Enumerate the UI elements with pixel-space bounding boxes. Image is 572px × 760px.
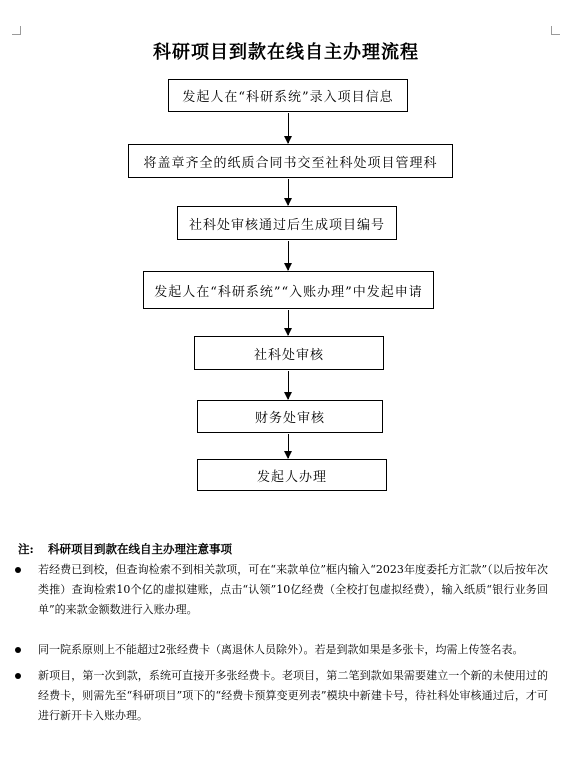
flow-step-3: 社科处审核通过后生成项目编号 <box>177 206 397 240</box>
notes-heading-text: 科研项目到款在线自主办理注意事项 <box>48 542 232 556</box>
note-item-1: 若经费已到校，但查询检索不到相关款项，可在“来款单位”框内输入“2023年度委托方汇款”（以后按年次类推）查询检索10个亿的虚拟建账，点击“认领”10亿经费（全校打包虚拟经费），输入纸质“银行业务回单”的来款金额数进行入账办理。 <box>38 563 548 616</box>
flow-arrow-6 <box>288 434 289 458</box>
flow-step-6: 财务处审核 <box>197 400 383 433</box>
bullet-icon <box>15 647 21 653</box>
flow-step-4: 发起人在“科研系统”“入账办理”中发起申请 <box>143 271 434 309</box>
flow-step-5: 社科处审核 <box>194 336 384 370</box>
document-title: 科研项目到款在线自主办理流程 <box>153 42 419 63</box>
flow-step-2: 将盖章齐全的纸质合同书交至社科处项目管理科 <box>128 144 453 178</box>
flow-arrow-5 <box>288 371 289 399</box>
notes-prefix: 注: <box>18 542 34 556</box>
notes-heading <box>18 541 232 557</box>
flow-arrow-1 <box>288 113 289 143</box>
flow-arrow-4 <box>288 310 289 335</box>
flow-arrow-3 <box>288 241 289 270</box>
note-item-3: 新项目，第一次到款，系统可直接开多张经费卡。老项目，第二笔到款如果需要建立一个新的未使用过的经费卡，则需先至“科研项目”项下的“经费卡预算变更列表”模块中新建卡号，待社科处审核通过后，才可进行新开卡入账办理。 <box>38 669 548 722</box>
note-item-2: 同一院系原则上不能超过2张经费卡（离退休人员除外）。若是到款如果是多张卡，均需上传签名表。 <box>38 643 524 656</box>
bullet-icon <box>15 673 21 679</box>
margin-corner-right <box>551 26 560 35</box>
margin-corner-left <box>12 26 21 35</box>
flow-arrow-2 <box>288 179 289 205</box>
flow-step-1: 发起人在“科研系统”录入项目信息 <box>168 79 408 112</box>
bullet-icon <box>15 567 21 573</box>
flow-step-7: 发起人办理 <box>197 459 387 491</box>
